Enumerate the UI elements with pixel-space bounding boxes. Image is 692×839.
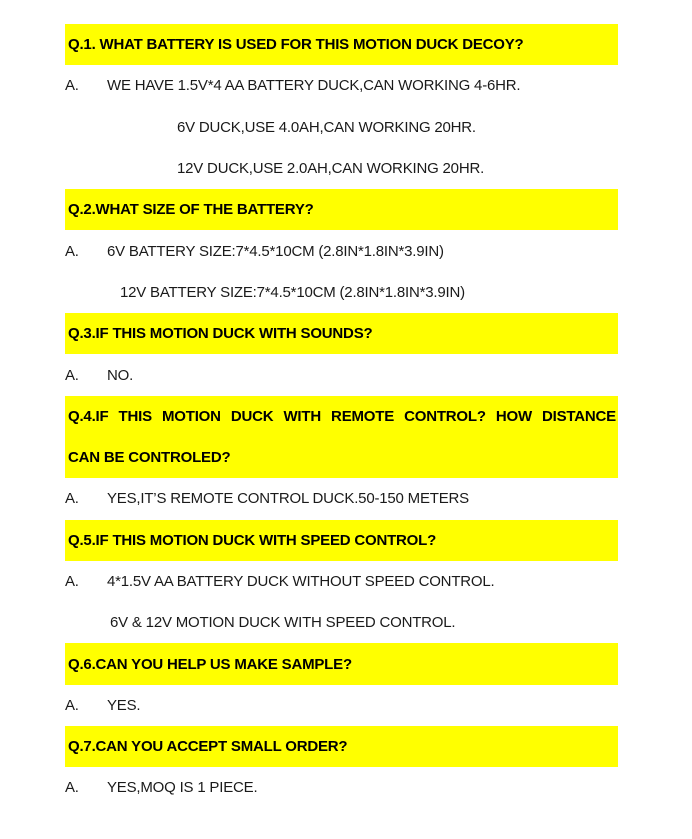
answer-5-row — [65, 561, 618, 602]
answer-5-prefix: A. — [65, 573, 79, 590]
answer-1-line-3: 12V DUCK,USE 2.0AH,CAN WORKING 20HR. — [177, 160, 485, 178]
question-6-text: Q.6.CAN YOU HELP US MAKE SAMPLE? — [68, 655, 352, 673]
answer-6-prefix: A. — [65, 696, 79, 714]
answer-1-continuation — [65, 107, 618, 148]
answer-3-prefix: A. — [65, 366, 79, 384]
answer-7-line-1: YES,MOQ IS 1 PIECE. — [107, 779, 258, 797]
answer-1-line-2: 6V DUCK,USE 4.0AH,CAN WORKING 20HR. — [177, 118, 476, 136]
question-4-text-line-1: Q.4.IF THIS MOTION DUCK WITH REMOTE CONTROL? HOW DISTANCE — [68, 407, 616, 425]
answer-5-line-1: 4*1.5V AA BATTERY DUCK WITHOUT SPEED CONTROL. — [107, 573, 495, 590]
question-6-highlight — [65, 643, 618, 684]
answer-4-prefix: A. — [65, 490, 79, 508]
question-1-highlight — [65, 24, 618, 65]
question-7-highlight — [65, 726, 618, 767]
question-1-text: Q.1. WHAT BATTERY IS USED FOR THIS MOTION DUCK DECOY? — [68, 36, 524, 54]
answer-3-row — [65, 354, 618, 395]
answer-1-continuation — [65, 148, 618, 189]
answer-1-line-1: WE HAVE 1.5V*4 AA BATTERY DUCK,CAN WORKING 4-6HR. — [107, 77, 521, 95]
question-5-highlight — [65, 520, 618, 561]
answer-2-row — [65, 230, 618, 271]
answer-4-line-1: YES,IT’S REMOTE CONTROL DUCK.50-150 METERS — [107, 490, 469, 508]
question-4-text-line-2: CAN BE CONTROLED? — [68, 449, 231, 467]
answer-2-line-1: 6V BATTERY SIZE:7*4.5*10CM (2.8IN*1.8IN*3.9IN) — [107, 242, 444, 260]
answer-7-prefix: A. — [65, 779, 79, 797]
answer-1-row — [65, 65, 618, 106]
answer-4-row — [65, 478, 618, 519]
question-2-highlight — [65, 189, 618, 230]
question-3-text: Q.3.IF THIS MOTION DUCK WITH SOUNDS? — [68, 325, 373, 343]
question-2-text: Q.2.WHAT SIZE OF THE BATTERY? — [68, 201, 314, 219]
answer-2-prefix: A. — [65, 242, 79, 260]
answer-3-line-1: NO. — [107, 366, 134, 384]
answer-2-continuation — [65, 272, 618, 313]
answer-1-prefix: A. — [65, 77, 79, 95]
answer-6-row — [65, 685, 618, 726]
question-4-highlight — [65, 396, 618, 479]
answer-5-continuation — [65, 602, 618, 643]
answer-6-line-1: YES. — [107, 696, 141, 714]
question-7-text: Q.7.CAN YOU ACCEPT SMALL ORDER? — [68, 738, 348, 756]
answer-7-row — [65, 767, 618, 808]
question-5-text: Q.5.IF THIS MOTION DUCK WITH SPEED CONTROL? — [68, 531, 437, 549]
answer-5-line-2: 6V & 12V MOTION DUCK WITH SPEED CONTROL. — [110, 614, 456, 632]
answer-2-line-2: 12V BATTERY SIZE:7*4.5*10CM (2.8IN*1.8IN*3.9IN) — [120, 283, 465, 301]
faq-document — [65, 0, 618, 809]
question-3-highlight — [65, 313, 618, 354]
